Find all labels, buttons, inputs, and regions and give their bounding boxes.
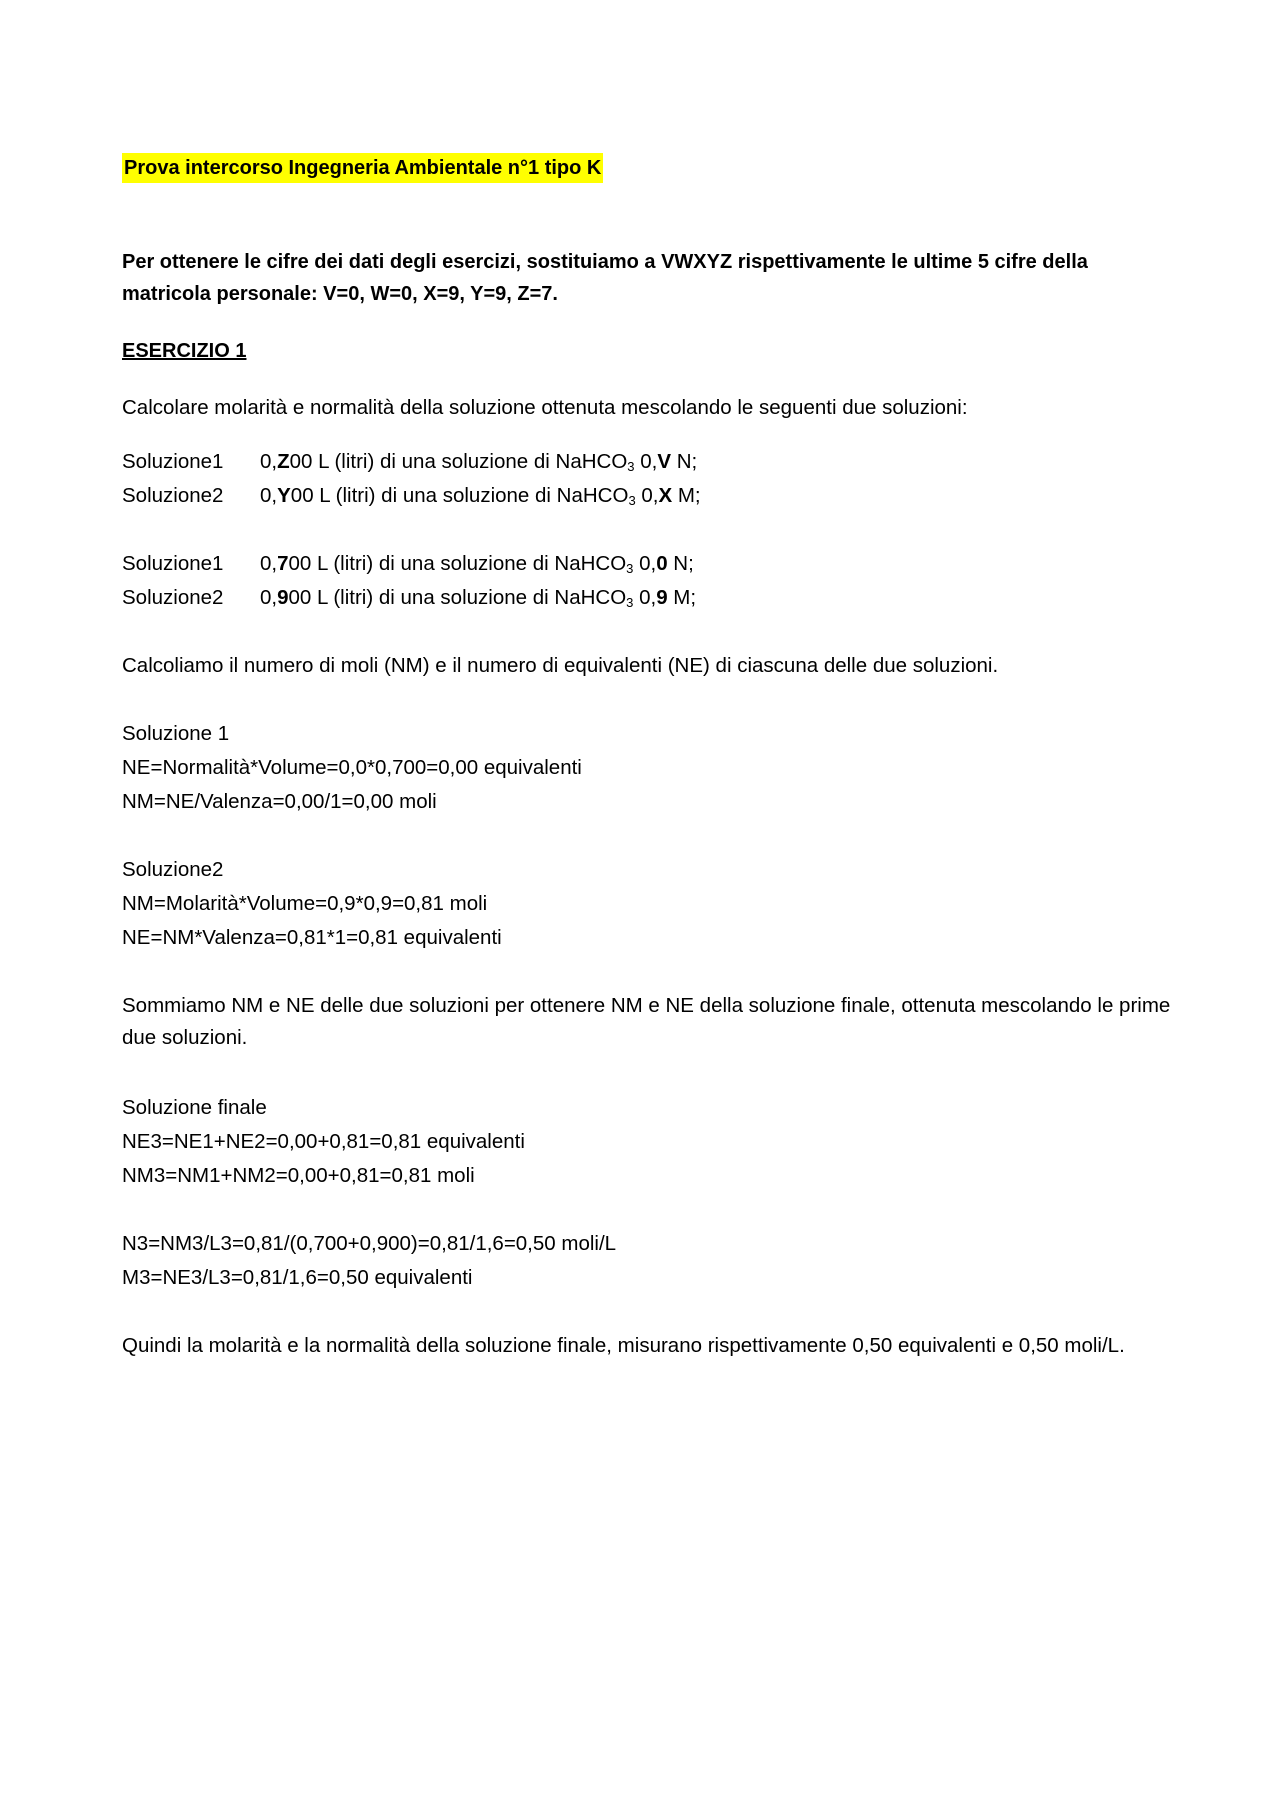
calc-intro: Calcoliamo il numero di moli (NM) e il numero di equivalenti (NE) di ciascuna delle due soluzioni. (122, 654, 999, 677)
sol1-heading: Soluzione 1 (122, 722, 230, 745)
result-line-n3: N3=NM3/L3=0,81/(0,700+0,900)=0,81/1,6=0,50 moli/L (122, 1232, 617, 1255)
sol2-heading: Soluzione2 (122, 858, 224, 881)
document-title: Prova intercorso Ingegneria Ambientale n°1 tipo K (122, 153, 603, 183)
result-line-m3: M3=NE3/L3=0,81/1,6=0,50 equivalenti (122, 1266, 473, 1289)
template-solution-1: Soluzione1 0,Z00 L (litri) di una soluzione di NaHCO$_3$ 0,V N; (122, 450, 698, 474)
final-line-nm: NM3=NM1+NM2=0,00+0,81=0,81 moli (122, 1164, 475, 1187)
filled-solution-2: Soluzione2 0,900 L (litri) di una soluzione di NaHCO$_3$ 0,9 M; (122, 586, 697, 610)
conclusion-paragraph: Quindi la molarità e la normalità della soluzione finale, misurano rispettivamente 0,50 equivalenti e 0,50 moli/L. (122, 1334, 1125, 1357)
exercise-title: ESERCIZIO 1 (122, 340, 247, 362)
template-solution-2: Soluzione2 0,Y00 L (litri) di una soluzione di NaHCO$_3$ 0,X M; (122, 484, 701, 508)
final-heading: Soluzione finale (122, 1096, 267, 1119)
sum-paragraph: Sommiamo NM e NE delle due soluzioni per ottenere NM e NE della soluzione finale, ottenuta mescolando le prime due soluzioni. (122, 994, 1171, 1049)
filled-solution-1: Soluzione1 0,700 L (litri) di una soluzione di NaHCO$_3$ 0,0 N; (122, 552, 694, 576)
intro-paragraph: Per ottenere le cifre dei dati degli esercizi, sostituiamo a VWXYZ rispettivamente le ultime 5 cifre della matricola personale: V=0, W=0, X=9, Y=9, Z=7. (122, 251, 1088, 305)
task-text: Calcolare molarità e normalità della soluzione ottenuta mescolando le seguenti due soluzioni: (122, 396, 968, 419)
sol2-line-ne: NE=NM*Valenza=0,81*1=0,81 equivalenti (122, 926, 502, 949)
sol2-line-nm: NM=Molarità*Volume=0,9*0,9=0,81 moli (122, 892, 488, 915)
sol1-line-ne: NE=Normalità*Volume=0,0*0,700=0,00 equivalenti (122, 756, 582, 779)
sol1-line-nm: NM=NE/Valenza=0,00/1=0,00 moli (122, 790, 437, 813)
final-line-ne: NE3=NE1+NE2=0,00+0,81=0,81 equivalenti (122, 1130, 525, 1153)
